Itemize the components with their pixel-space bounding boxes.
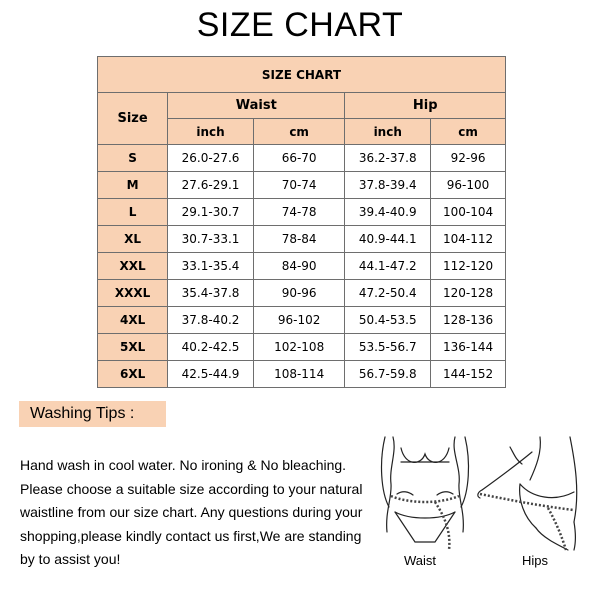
hip-inch-cell: 50.4-53.5 [345,307,431,334]
waist-cm-cell: 70-74 [253,172,344,199]
waist-cm-cell: 78-84 [253,226,344,253]
hips-figure-label: Hips [522,553,549,568]
size-cell: 5XL [98,334,168,361]
size-cell: XXL [98,253,168,280]
waist-cm-cell: 74-78 [253,199,344,226]
size-chart-table [97,56,506,388]
washing-tips-line: waistline from our size chart. Any questions during your [20,504,363,520]
unit-header: cm [431,119,506,145]
unit-header: inch [345,119,431,145]
page-title: SIZE CHART [196,6,404,44]
unit-header: inch [168,119,254,145]
hips-measure-illustration [470,432,585,552]
table-row [98,226,506,253]
waist-header: Waist [168,93,345,119]
table-row [98,145,506,172]
hip-inch-cell: 39.4-40.9 [345,199,431,226]
size-cell: M [98,172,168,199]
unit-header: cm [253,119,344,145]
table-row [98,280,506,307]
table-row [98,307,506,334]
size-cell: XXXL [98,280,168,307]
waist-inch-cell: 33.1-35.4 [168,253,254,280]
waist-cm-cell: 90-96 [253,280,344,307]
hip-inch-cell: 47.2-50.4 [345,280,431,307]
hip-cm-cell: 92-96 [431,145,506,172]
table-row [98,334,506,361]
waist-inch-cell: 42.5-44.9 [168,361,254,388]
size-cell: XL [98,226,168,253]
waist-cm-cell: 84-90 [253,253,344,280]
hip-cm-cell: 104-112 [431,226,506,253]
washing-tips-line: shopping,please kindly contact us first,We are standing [20,527,362,544]
size-cell: 4XL [98,307,168,334]
waist-inch-cell: 40.2-42.5 [168,334,254,361]
waist-measure-illustration [375,432,475,552]
waist-inch-cell: 30.7-33.1 [168,226,254,253]
waist-inch-cell: 29.1-30.7 [168,199,254,226]
table-row [98,199,506,226]
waist-inch-cell: 35.4-37.8 [168,280,254,307]
hip-inch-cell: 40.9-44.1 [345,226,431,253]
hip-inch-cell: 36.2-37.8 [345,145,431,172]
hip-inch-cell: 53.5-56.7 [345,334,431,361]
waist-cm-cell: 96-102 [253,307,344,334]
hip-inch-cell: 37.8-39.4 [345,172,431,199]
washing-tips-heading: Washing Tips : [19,401,166,427]
hip-inch-cell: 44.1-47.2 [345,253,431,280]
washing-tips-line: Hand wash in cool water. No ironing & No bleaching. [20,457,347,473]
size-cell: 6XL [98,361,168,388]
table-row [98,253,506,280]
hip-cm-cell: 112-120 [431,253,506,280]
hip-cm-cell: 136-144 [431,334,506,361]
size-header: Size [98,93,168,145]
washing-tips-line: Please choose a suitable size according to your natural [20,480,363,497]
hip-cm-cell: 128-136 [431,307,506,334]
hip-cm-cell: 144-152 [431,361,506,388]
table-title: SIZE CHART [98,57,506,93]
hip-cm-cell: 96-100 [431,172,506,199]
hip-inch-cell: 56.7-59.8 [345,361,431,388]
waist-inch-cell: 26.0-27.6 [168,145,254,172]
hip-cm-cell: 120-128 [431,280,506,307]
waist-cm-cell: 108-114 [253,361,344,388]
washing-tips-text [20,454,370,572]
washing-tips-line: by to assist you! [20,551,121,567]
size-cell: S [98,145,168,172]
hip-cm-cell: 100-104 [431,199,506,226]
hip-header: Hip [345,93,506,119]
waist-inch-cell: 27.6-29.1 [168,172,254,199]
table-row [98,361,506,388]
waist-cm-cell: 102-108 [253,334,344,361]
size-cell: L [98,199,168,226]
waist-inch-cell: 37.8-40.2 [168,307,254,334]
waist-cm-cell: 66-70 [253,145,344,172]
table-row [98,172,506,199]
waist-figure-label: Waist [404,553,437,568]
